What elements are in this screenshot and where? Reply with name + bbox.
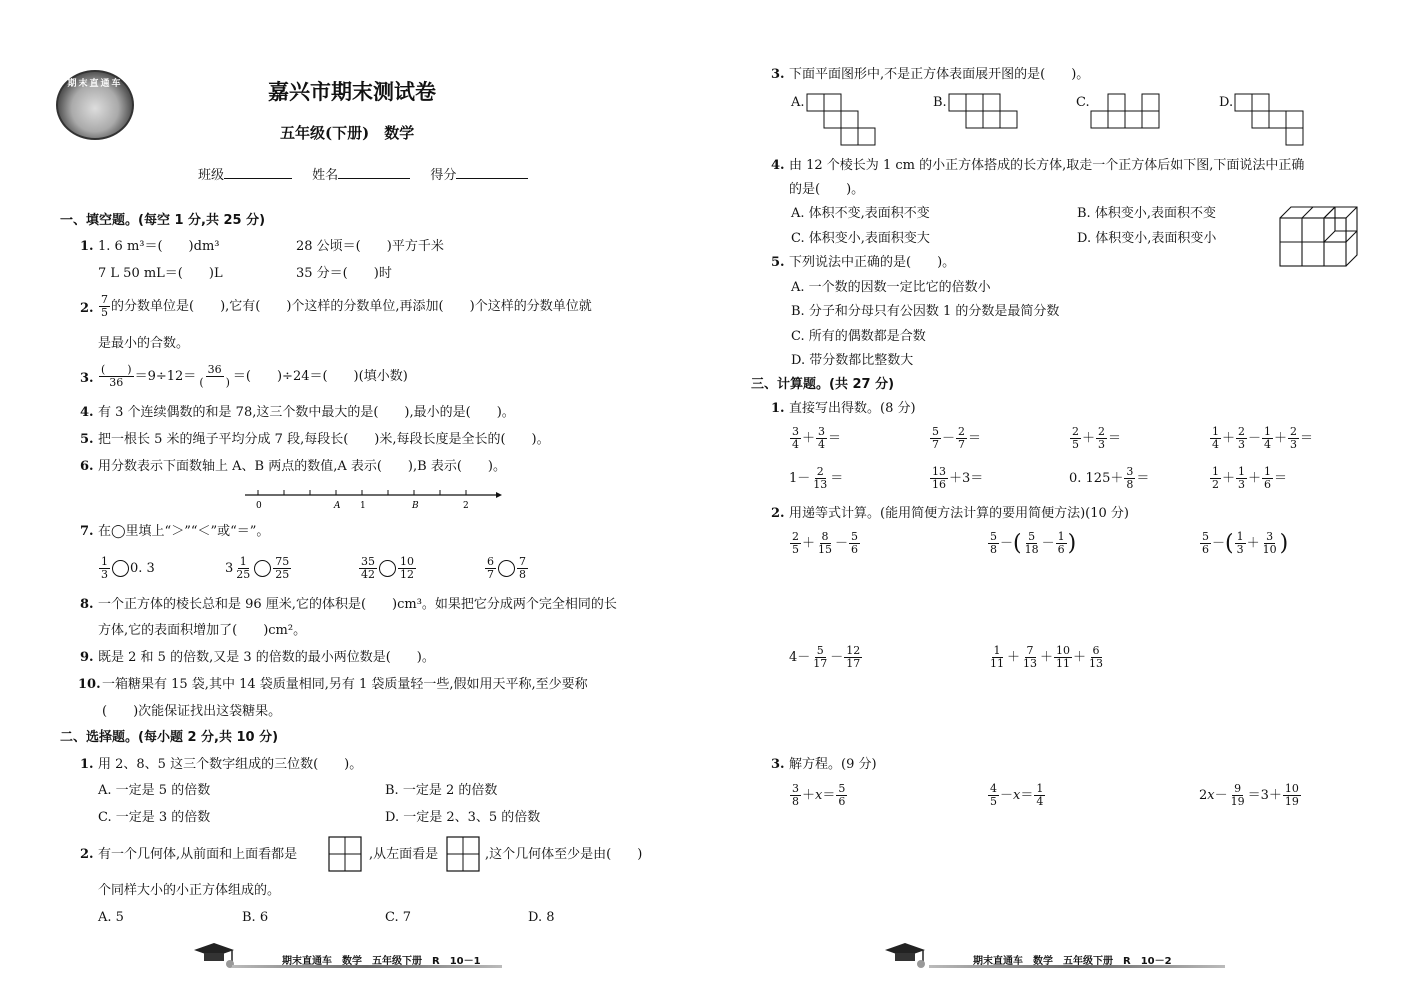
- compare-circle[interactable]: [112, 560, 129, 577]
- q7-compare-2: 3 $\frac{1}{25}$ $\frac{75}{25}$: [225, 555, 290, 581]
- equation-item: $\frac{3}{8}$ ＋x＝ $\frac{5}{6}$: [792, 782, 846, 808]
- section-1-heading: 一、填空题。(每空 1 分,共 25 分): [60, 213, 266, 228]
- graduation-cap-icon: [883, 940, 933, 970]
- page-subtitle: 五年级(下册) 数学: [280, 124, 415, 142]
- q5-number: 5.: [80, 432, 94, 447]
- q10-cont: ( )次能保证找出这袋糖果。: [102, 704, 282, 719]
- left-page: [0, 0, 707, 1000]
- q3-number: 3.: [80, 371, 94, 386]
- mc3-option-a[interactable]: A.: [791, 95, 805, 110]
- q6-number: 6.: [80, 459, 94, 474]
- q7-compare-4: $\frac{6}{7}$ $\frac{7}{8}$: [487, 555, 526, 581]
- mc4-text: 由 12 个棱长为 1 cm 的小正方体搭成的长方体,取走一个正方体后如下图,下面说法中正确: [789, 158, 1305, 173]
- calc2-item: $\frac{2}{5}$ ＋ $\frac{8}{15}$ － $\frac{5}{6}$: [792, 530, 859, 556]
- mc4-option-c[interactable]: C. 体积变小,表面积变大: [791, 231, 930, 246]
- calc1-item: $\frac{2}{5}$ ＋ $\frac{2}{3}$ ＝: [1072, 425, 1122, 451]
- mc5-number: 5.: [771, 255, 785, 270]
- mc4-number: 4.: [771, 158, 785, 173]
- info-row: [198, 164, 528, 183]
- calc2-item: 4－ $\frac{5}{17}$ － $\frac{12}{17}$: [789, 644, 861, 670]
- q6-text: 用分数表示下面数轴上 A、B 两点的数值,A 表示( ),B 表示( )。: [98, 459, 506, 474]
- mc5-option-c[interactable]: C. 所有的偶数都是合数: [791, 329, 926, 344]
- q1-d: 35 分＝( )时: [296, 266, 392, 281]
- q7-text: 在◯里填上“＞”“＜”或“＝”。: [98, 524, 270, 539]
- compare-circle[interactable]: [498, 560, 515, 577]
- mc2-cont: 个同样大小的小正方体组成的。: [98, 883, 281, 898]
- view-left-squares-icon: [446, 836, 480, 872]
- q8-number: 8.: [80, 597, 94, 612]
- view-two-squares-icon: [328, 836, 362, 872]
- q1-c: 7 L 50 mL＝( )L: [98, 266, 223, 281]
- q1-number: 1.: [80, 239, 94, 254]
- compare-circle[interactable]: [254, 560, 271, 577]
- mc5-text: 下列说法中正确的是( )。: [789, 255, 956, 270]
- q4-number: 4.: [80, 405, 94, 420]
- class-label: 班级: [198, 168, 225, 183]
- mc1-option-b[interactable]: B. 一定是 2 的倍数: [385, 783, 498, 798]
- calc2-item: $\frac{5}{6}$ －( $\frac{1}{3}$ ＋ $\frac{3}{10}$ ): [1202, 530, 1289, 556]
- mc2-option-a[interactable]: A. 5: [98, 910, 124, 925]
- tick-2: 2: [463, 501, 469, 511]
- mc3-option-d[interactable]: D.: [1219, 95, 1234, 110]
- net-b-icon: [949, 94, 1021, 132]
- mc2-option-b[interactable]: B. 6: [242, 910, 269, 925]
- score-field[interactable]: [456, 178, 528, 179]
- name-label: 姓名: [312, 168, 339, 183]
- q1-a: 1. 6 m³＝( )dm³: [98, 239, 220, 254]
- mc5-option-b[interactable]: B. 分子和分母只有公因数 1 的分数是最简分数: [791, 304, 1060, 319]
- net-d-icon: [1235, 94, 1307, 148]
- mc4-option-b[interactable]: B. 体积变小,表面积不变: [1077, 206, 1216, 221]
- section-3-heading: 三、计算题。(共 27 分): [751, 377, 895, 392]
- name-field[interactable]: [338, 178, 410, 179]
- mc3-option-b[interactable]: B.: [933, 95, 947, 110]
- right-page: [707, 0, 1414, 1000]
- mc3-number: 3.: [771, 67, 785, 82]
- mc2-text-3: ,这个几何体至少是由( ): [485, 847, 643, 862]
- calc1-item: $\frac{5}{7}$ － $\frac{2}{7}$ ＝: [932, 425, 982, 451]
- equation-item: 2x－ $\frac{9}{19}$ ＝3＋ $\frac{10}{19}$: [1199, 782, 1299, 808]
- number-line: [240, 486, 502, 512]
- mc2-text-2: ,从左面看是: [369, 847, 439, 862]
- calc1-number: 1.: [771, 401, 785, 416]
- calc2-item: $\frac{1}{11}$ ＋ $\frac{7}{13}$ ＋ $\frac{10}{11}$ ＋ $\frac{6}{13}$: [990, 644, 1104, 670]
- mc1-number: 1.: [80, 757, 94, 772]
- q4-text: 有 3 个连续偶数的和是 78,这三个数中最大的是( ),最小的是( )。: [98, 405, 515, 420]
- net-a-icon: [807, 94, 879, 148]
- q2-number: 2.: [80, 301, 94, 316]
- logo-badge: 期末直通车: [56, 70, 134, 140]
- mc1-option-a[interactable]: A. 一定是 5 的倍数: [98, 783, 211, 798]
- calc1-item: 1－ $\frac{2}{13}$ ＝: [789, 465, 844, 491]
- mc4-option-a[interactable]: A. 体积不变,表面积不变: [791, 206, 930, 221]
- q7-number: 7.: [80, 524, 94, 539]
- q10-text: 一箱糖果有 15 袋,其中 14 袋质量相同,另有 1 袋质量轻一些,假如用天平称,至少要称: [102, 677, 588, 692]
- tick-0: 0: [256, 501, 262, 511]
- calc1-item: 0. 125＋ $\frac{3}{8}$ ＝: [1069, 465, 1150, 491]
- mc1-option-d[interactable]: D. 一定是 2、3、5 的倍数: [385, 810, 541, 825]
- calc3-number: 3.: [771, 757, 785, 772]
- q2-line: $\frac{7}{5}$ 的分数单位是( ),它有( )个这样的分数单位,再添加( )个这样的分数单位就: [101, 293, 592, 319]
- q2-fraction: $\frac{7}{5}$: [101, 293, 108, 319]
- mc4-cont: 的是( )。: [789, 182, 865, 197]
- mc2-number: 2.: [80, 847, 94, 862]
- q3-line: ( ) 36 ＝9÷12＝ 36 ( ) ＝( )÷24＝( )(填小数): [101, 363, 408, 389]
- q2-cont: 是最小的合数。: [98, 336, 190, 351]
- mc2-option-d[interactable]: D. 8: [528, 910, 555, 925]
- q9-number: 9.: [80, 650, 94, 665]
- cuboid-figure: [1279, 205, 1359, 269]
- mc5-option-d[interactable]: D. 带分数都比整数大: [791, 353, 914, 368]
- q5-text: 把一根长 5 米的绳子平均分成 7 段,每段长( )米,每段长度是全长的( )。: [98, 432, 550, 447]
- q10-number: 10.: [78, 677, 101, 692]
- calc2-number: 2.: [771, 506, 785, 521]
- mc1-option-c[interactable]: C. 一定是 3 的倍数: [98, 810, 211, 825]
- section-2-heading: 二、选择题。(每小题 2 分,共 10 分): [60, 730, 279, 745]
- tick-1: 1: [360, 501, 366, 511]
- calc1-item: $\frac{3}{4}$ ＋ $\frac{3}{4}$ ＝: [792, 425, 842, 451]
- calc1-item: $\frac{1}{4}$ ＋ $\frac{2}{3}$ － $\frac{1}{4}$ ＋ $\frac{2}{3}$ ＝: [1212, 425, 1314, 451]
- tick-A: A: [334, 501, 341, 511]
- q9-text: 既是 2 和 5 的倍数,又是 3 的倍数的最小两位数是( )。: [98, 650, 435, 665]
- net-c-icon: [1091, 94, 1163, 132]
- calc3-text: 解方程。(9 分): [789, 757, 877, 772]
- mc3-option-c[interactable]: C.: [1076, 95, 1090, 110]
- calc2-text: 用递等式计算。(能用简便方法计算的要用简便方法)(10 分): [789, 506, 1129, 521]
- footer-right: 期末直通车 数学 五年级下册 R 10－2: [973, 956, 1172, 967]
- footer-left: 期末直通车 数学 五年级下册 R 10－1: [282, 956, 481, 967]
- q8-cont: 方体,它的表面积增加了( )cm²。: [98, 623, 307, 638]
- q7-compare-1: $\frac{1}{3}$ 0. 3: [101, 555, 155, 581]
- page-title: 嘉兴市期末测试卷: [268, 79, 436, 104]
- mc1-text: 用 2、8、5 这三个数字组成的三位数( )。: [98, 757, 363, 772]
- q8-text: 一个正方体的棱长总和是 96 厘米,它的体积是( )cm³。如果把它分成两个完全相同的长: [98, 597, 617, 612]
- class-field[interactable]: [224, 178, 292, 179]
- tick-B: B: [412, 501, 419, 511]
- equation-item: $\frac{4}{5}$ －x＝ $\frac{1}{4}$: [990, 782, 1044, 808]
- score-label: 得分: [430, 168, 457, 183]
- calc1-item: $\frac{13}{16}$ ＋3＝: [932, 465, 984, 491]
- mc3-text: 下面平面图形中,不是正方体表面展开图的是( )。: [789, 67, 1090, 82]
- calc1-item: $\frac{1}{2}$ ＋ $\frac{1}{3}$ ＋ $\frac{1}{6}$ ＝: [1212, 465, 1288, 491]
- mc2-text-1: 有一个几何体,从前面和上面看都是: [98, 847, 298, 862]
- q7-compare-3: $\frac{35}{42}$ $\frac{10}{12}$: [361, 555, 414, 581]
- mc4-option-d[interactable]: D. 体积变小,表面积变小: [1077, 231, 1217, 246]
- mc5-option-a[interactable]: A. 一个数的因数一定比它的倍数小: [791, 280, 991, 295]
- compare-circle[interactable]: [379, 560, 396, 577]
- calc1-text: 直接写出得数。(8 分): [789, 401, 916, 416]
- calc2-item: $\frac{5}{8}$ －( $\frac{5}{18}$ － $\frac{1}{6}$ ): [990, 530, 1077, 556]
- mc2-option-c[interactable]: C. 7: [385, 910, 412, 925]
- q1-b: 28 公顷＝( )平方千米: [296, 239, 444, 254]
